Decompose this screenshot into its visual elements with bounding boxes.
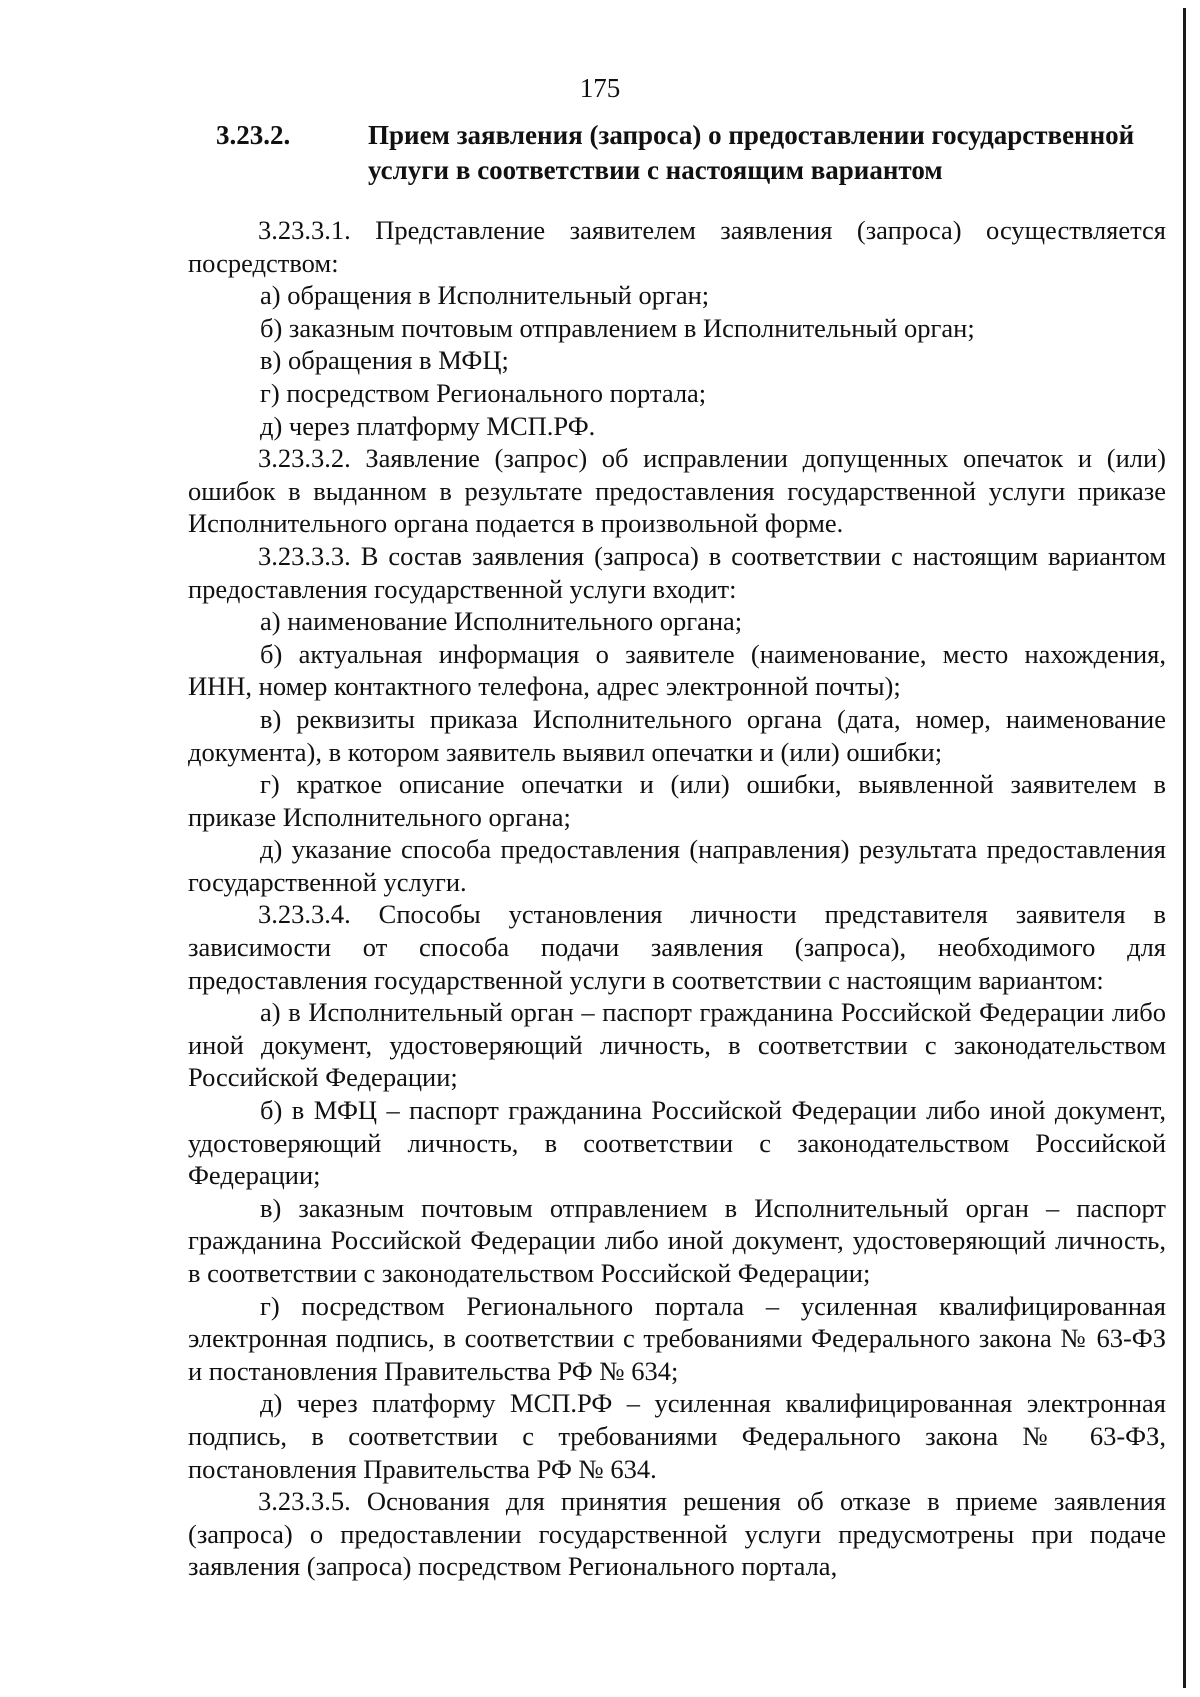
section-heading [216, 118, 1156, 188]
list-item: г) посредством Регионального портала; [260, 377, 707, 408]
page-number: 175 [579, 73, 621, 103]
list-item: д) указание способа предоставления (направления) результата предоставления государственной услуги. [188, 834, 1166, 897]
heading-title-line-2: услуги в соответствии с настоящим вариантом [368, 155, 943, 185]
heading-number: 3.23.2. [216, 120, 291, 150]
list-item: в) обращения в МФЦ; [260, 345, 509, 376]
paragraph-3-23-3-4: 3.23.3.4. Способы установления личности представителя заявителя в зависимости от способа подачи заявления (запроса), необходимого для предоставления государственной услуги в соответствии с настоящим вариантом: [188, 899, 1166, 995]
list-item: б) в МФЦ – паспорт гражданина Российской Федерации либо иной документ, удостоверяющий личность, в соответствии с законодательством Российской Федерации; [188, 1095, 1166, 1191]
document-body [188, 214, 1166, 1583]
paragraph-3-23-3-2: 3.23.3.2. Заявление (запрос) об исправлении допущенных опечаток и (или) ошибок в выданном в результате предоставления государственной услуги приказе Исполнительного органа подается в произвольной форме. [188, 443, 1166, 539]
list-item: б) актуальная информация о заявителе (наименование, место нахождения, ИНН, номер контактного телефона, адрес электронной почты); [188, 638, 1166, 702]
list-item: а) наименование Исполнительного органа; [260, 606, 743, 637]
list-item: б) заказным почтовым отправлением в Исполнительный орган; [260, 312, 975, 343]
paragraph-3-23-3-1: 3.23.3.1. Представление заявителем заявления (запроса) осуществляется посредством: [188, 215, 1166, 278]
list-item: г) посредством Регионального портала – усиленная квалифицированная электронная подпись, в соответствии с требованиями Федерального закона № 63-ФЗ и постановления Правительства РФ № 634; [188, 1290, 1166, 1386]
heading-title-line-1: Прием заявления (запроса) о предоставлении государственной [368, 120, 1135, 150]
list-item: в) реквизиты приказа Исполнительного органа (дата, номер, наименование документа), в котором заявитель выявил опечатки и (или) ошибки; [188, 703, 1166, 767]
paragraph-3-23-3-5: 3.23.3.5. Основания для принятия решения об отказе в приеме заявления (запроса) о предоставлении государственной услуги предусмотрены при подаче заявления (запроса) посредством Регионального портала, [188, 1486, 1166, 1582]
list-item: д) через платформу МСП.РФ – усиленная квалифицированная электронная подпись, в соответствии с требованиями Федерального закона № 63-ФЗ, постановления Правительства РФ № 634. [188, 1388, 1166, 1484]
list-item: а) в Исполнительный орган – паспорт гражданина Российской Федерации либо иной документ, удостоверяющий личность, в соответствии с законодательством Российской Федерации; [188, 997, 1166, 1093]
paragraph-3-23-3-3: 3.23.3.3. В состав заявления (запроса) в соответствии с настоящим вариантом предоставления государственной услуги входит: [188, 540, 1166, 604]
list-item: г) краткое описание опечатки и (или) ошибки, выявленной заявителем в приказе Исполнительного органа; [188, 769, 1166, 832]
list-item: в) заказным почтовым отправлением в Исполнительный орган – паспорт гражданина Российской Федерации либо иной документ, удостоверяющий личность, в соответствии с законодательством Российской Федерации; [188, 1192, 1166, 1288]
list-item: д) через платформу МСП.РФ. [260, 410, 596, 441]
list-item: а) обращения в Исполнительный орган; [260, 280, 710, 311]
page-edge-line [1183, 8, 1186, 1688]
heading-line-1 [216, 118, 1156, 153]
